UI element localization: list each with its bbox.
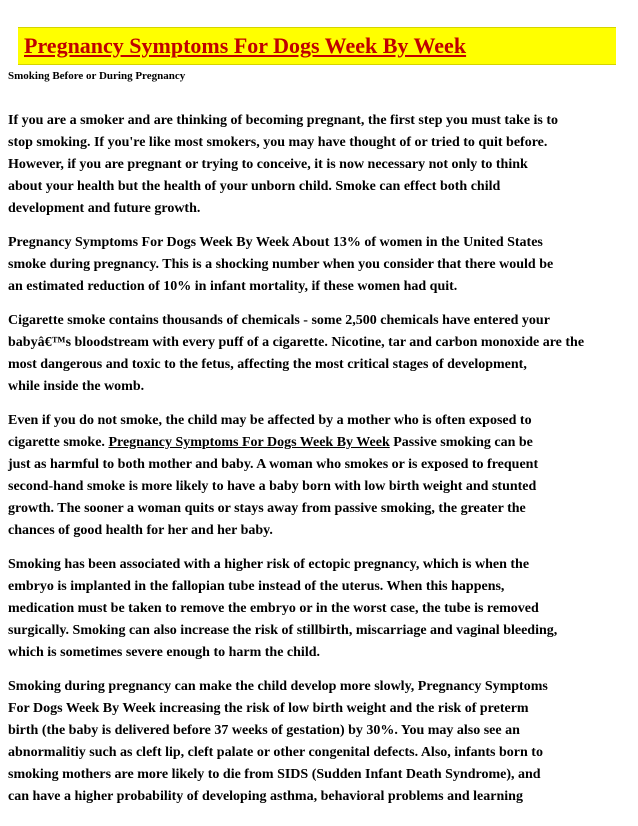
text-line: medication must be taken to remove the embryo or in the worst case, the tube is removed (8, 601, 539, 616)
text-line: birth (the baby is delivered before 37 weeks of gestation) by 30%. You may also see an (8, 723, 520, 738)
text-line: embryo is implanted in the fallopian tube instead of the uterus. When this happens, (8, 579, 505, 594)
text-line: Even if you do not smoke, the child may be affected by a mother who is often exposed to (8, 413, 532, 428)
paragraph-6 (8, 676, 638, 808)
text-line: Smoking has been associated with a higher risk of ectopic pregnancy, which is when the (8, 557, 530, 572)
text-line: stop smoking. If you're like most smokers, you may have thought of or tried to quit before. (8, 135, 548, 150)
text-line: However, if you are pregnant or trying to conceive, it is now necessary not only to think (8, 157, 528, 172)
article-body (8, 110, 638, 820)
text-line: For Dogs Week By Week increasing the risk of low birth weight and the risk of preterm (8, 701, 529, 716)
text-line: abnormalitiy such as cleft lip, cleft palate or other congenital defects. Also, infants born to (8, 745, 543, 760)
text-line: growth. The sooner a woman quits or stays away from passive smoking, the greater the (8, 501, 526, 516)
paragraph-5 (8, 554, 638, 664)
text-line: If you are a smoker and are thinking of becoming pregnant, the first step you must take is to (8, 113, 559, 128)
text-segment: Passive smoking can be (389, 435, 533, 450)
page-title: Pregnancy Symptoms For Dogs Week By Week (24, 33, 467, 58)
text-line: development and future growth. (8, 201, 201, 216)
text-line: can have a higher probability of developing asthma, behavioral problems and learning (8, 789, 523, 804)
paragraph-1 (8, 110, 638, 220)
text-line: about your health but the health of your unborn child. Smoke can effect both child (8, 179, 501, 194)
text-line: while inside the womb. (8, 379, 145, 394)
text-line: which is sometimes severe enough to harm the child. (8, 645, 320, 660)
text-line: most dangerous and toxic to the fetus, affecting the most critical stages of development, (8, 357, 527, 372)
text-line (8, 432, 638, 454)
paragraph-3 (8, 310, 638, 398)
text-line: surgically. Smoking can also increase the risk of stillbirth, miscarriage and vaginal bleeding, (8, 623, 558, 638)
paragraph-2 (8, 232, 638, 298)
text-line: Smoking during pregnancy can make the child develop more slowly, Pregnancy Symptoms (8, 679, 548, 694)
text-line: smoke during pregnancy. This is a shocking number when you consider that there would be (8, 257, 554, 272)
text-line: babyâ€™s bloodstream with every puff of a cigarette. Nicotine, tar and carbon monoxide are the (8, 335, 585, 350)
text-line: Cigarette smoke contains thousands of chemicals - some 2,500 chemicals have entered your (8, 313, 550, 328)
text-line: just as harmful to both mother and baby. A woman who smokes or is exposed to frequent (8, 457, 539, 472)
text-line: Pregnancy Symptoms For Dogs Week By Week About 13% of women in the United States (8, 235, 543, 250)
page-subtitle: Smoking Before or During Pregnancy (8, 70, 186, 82)
text-segment: cigarette smoke. (8, 435, 109, 450)
article-link[interactable]: Pregnancy Symptoms For Dogs Week By Week (108, 435, 390, 450)
text-line: smoking mothers are more likely to die from SIDS (Sudden Infant Death Syndrome), and (8, 767, 541, 782)
text-line: an estimated reduction of 10% in infant mortality, if these women had quit. (8, 279, 458, 294)
text-line: second-hand smoke is more likely to have a baby born with low birth weight and stunted (8, 479, 537, 494)
text-line: chances of good health for her and her baby. (8, 523, 273, 538)
paragraph-4 (8, 410, 638, 542)
